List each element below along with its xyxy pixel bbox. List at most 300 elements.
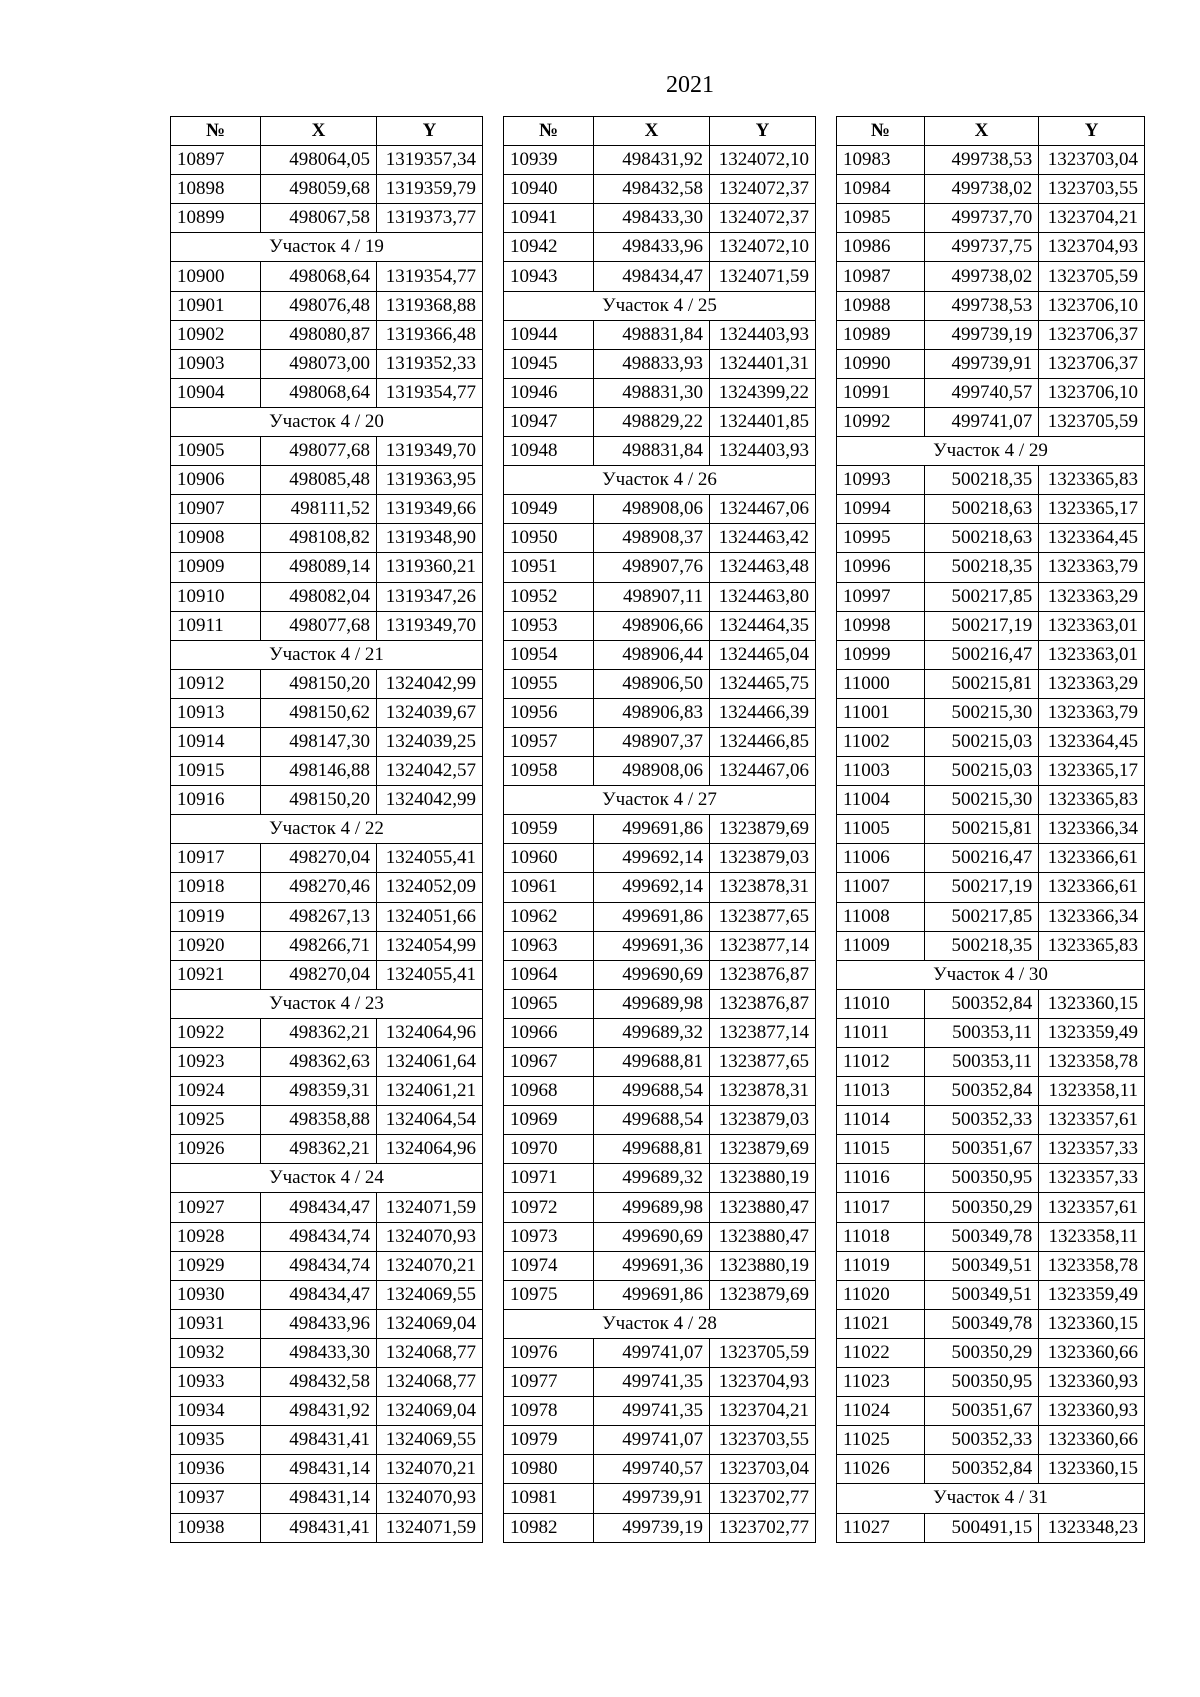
column-header-x: X: [924, 117, 1038, 146]
table-row: [171, 1513, 483, 1542]
x-coordinate-cell: 498089,14: [261, 553, 377, 582]
point-number-cell: 11013: [837, 1077, 925, 1106]
y-coordinate-cell: 1324399,22: [710, 378, 816, 407]
table-row: [837, 815, 1145, 844]
section-row: [171, 989, 483, 1018]
point-number-cell: 10911: [171, 611, 261, 640]
y-coordinate-cell: 1324054,99: [377, 931, 483, 960]
section-row: [171, 640, 483, 669]
y-coordinate-cell: 1323358,78: [1039, 1251, 1145, 1280]
x-coordinate-cell: 498433,96: [594, 233, 710, 262]
point-number-cell: 10967: [504, 1048, 594, 1077]
y-coordinate-cell: 1323705,59: [1039, 262, 1145, 291]
x-coordinate-cell: 498906,83: [594, 698, 710, 727]
y-coordinate-cell: 1323366,34: [1039, 902, 1145, 931]
table-row: [504, 1397, 816, 1426]
table-row: [171, 291, 483, 320]
y-coordinate-cell: 1323703,04: [1039, 146, 1145, 175]
table-row: [504, 1018, 816, 1047]
page-number: 2021: [666, 72, 714, 98]
table-row: [837, 466, 1145, 495]
table-row: [504, 349, 816, 378]
table-row: [837, 1455, 1145, 1484]
x-coordinate-cell: 500349,78: [924, 1309, 1038, 1338]
y-coordinate-cell: 1323877,65: [710, 1048, 816, 1077]
table-row: [837, 844, 1145, 873]
y-coordinate-cell: 1324465,75: [710, 669, 816, 698]
point-number-cell: 10983: [837, 146, 925, 175]
point-number-cell: 10921: [171, 960, 261, 989]
y-coordinate-cell: 1323364,45: [1039, 727, 1145, 756]
x-coordinate-cell: 498064,05: [261, 146, 377, 175]
table-row: [171, 611, 483, 640]
table-row: [171, 727, 483, 756]
section-title: Участок 4 / 23: [171, 989, 483, 1018]
x-coordinate-cell: 499689,98: [594, 1193, 710, 1222]
coordinate-table-1: [170, 116, 483, 1543]
table-row: [171, 1280, 483, 1309]
x-coordinate-cell: 498907,11: [594, 582, 710, 611]
x-coordinate-cell: 498147,30: [261, 727, 377, 756]
y-coordinate-cell: 1323704,93: [1039, 233, 1145, 262]
point-number-cell: 10972: [504, 1193, 594, 1222]
point-number-cell: 10966: [504, 1018, 594, 1047]
y-coordinate-cell: 1323357,33: [1039, 1164, 1145, 1193]
y-coordinate-cell: 1323703,55: [1039, 175, 1145, 204]
x-coordinate-cell: 500352,33: [924, 1106, 1038, 1135]
point-number-cell: 10931: [171, 1309, 261, 1338]
point-number-cell: 10996: [837, 553, 925, 582]
x-coordinate-cell: 498270,04: [261, 960, 377, 989]
y-coordinate-cell: 1323703,04: [710, 1455, 816, 1484]
point-number-cell: 10965: [504, 989, 594, 1018]
table-row: [171, 524, 483, 553]
table-row: [837, 378, 1145, 407]
table-row: [837, 1048, 1145, 1077]
y-coordinate-cell: 1324070,93: [377, 1484, 483, 1513]
x-coordinate-cell: 500218,35: [924, 553, 1038, 582]
point-number-cell: 10951: [504, 553, 594, 582]
point-number-cell: 10950: [504, 524, 594, 553]
point-number-cell: 10944: [504, 320, 594, 349]
table-row: [504, 989, 816, 1018]
x-coordinate-cell: 498067,58: [261, 204, 377, 233]
y-coordinate-cell: 1319349,70: [377, 437, 483, 466]
coordinate-tables: [170, 116, 1145, 1576]
table-row: [171, 349, 483, 378]
x-coordinate-cell: 498906,44: [594, 640, 710, 669]
table-row: [504, 1368, 816, 1397]
x-coordinate-cell: 498150,62: [261, 698, 377, 727]
x-coordinate-cell: 499739,91: [594, 1484, 710, 1513]
x-coordinate-cell: 498059,68: [261, 175, 377, 204]
point-number-cell: 10993: [837, 466, 925, 495]
point-number-cell: 10935: [171, 1426, 261, 1455]
point-number-cell: 10928: [171, 1222, 261, 1251]
table-row: [837, 146, 1145, 175]
table-row: [504, 1106, 816, 1135]
table-row: [837, 1222, 1145, 1251]
y-coordinate-cell: 1323704,93: [710, 1368, 816, 1397]
table-row: [171, 1484, 483, 1513]
section-title: Участок 4 / 26: [504, 466, 816, 495]
point-number-cell: 10946: [504, 378, 594, 407]
table-row: [837, 1077, 1145, 1106]
table-row: [171, 175, 483, 204]
y-coordinate-cell: 1323702,77: [710, 1484, 816, 1513]
point-number-cell: 10937: [171, 1484, 261, 1513]
x-coordinate-cell: 500352,33: [924, 1426, 1038, 1455]
y-coordinate-cell: 1323365,83: [1039, 466, 1145, 495]
table-row: [837, 495, 1145, 524]
point-number-cell: 10910: [171, 582, 261, 611]
y-coordinate-cell: 1323879,03: [710, 844, 816, 873]
table-row: [171, 437, 483, 466]
x-coordinate-cell: 500218,35: [924, 466, 1038, 495]
x-coordinate-cell: 498431,92: [261, 1397, 377, 1426]
table-row: [171, 1193, 483, 1222]
y-coordinate-cell: 1323706,10: [1039, 378, 1145, 407]
point-number-cell: 10982: [504, 1513, 594, 1542]
point-number-cell: 10936: [171, 1455, 261, 1484]
y-coordinate-cell: 1319347,26: [377, 582, 483, 611]
point-number-cell: 11012: [837, 1048, 925, 1077]
y-coordinate-cell: 1324403,93: [710, 437, 816, 466]
point-number-cell: 10979: [504, 1426, 594, 1455]
point-number-cell: 10984: [837, 175, 925, 204]
table-row: [171, 902, 483, 931]
table-row: [837, 902, 1145, 931]
x-coordinate-cell: 500352,84: [924, 1455, 1038, 1484]
x-coordinate-cell: 498432,58: [594, 175, 710, 204]
point-number-cell: 10932: [171, 1338, 261, 1367]
column-header-number: №: [171, 117, 261, 146]
x-coordinate-cell: 498267,13: [261, 902, 377, 931]
x-coordinate-cell: 498082,04: [261, 582, 377, 611]
y-coordinate-cell: 1324465,04: [710, 640, 816, 669]
y-coordinate-cell: 1324069,55: [377, 1426, 483, 1455]
y-coordinate-cell: 1324070,21: [377, 1251, 483, 1280]
table-row: [171, 1222, 483, 1251]
x-coordinate-cell: 498077,68: [261, 437, 377, 466]
table-row: [837, 582, 1145, 611]
section-title: Участок 4 / 22: [171, 815, 483, 844]
point-number-cell: 11027: [837, 1513, 925, 1542]
table-row: [171, 1368, 483, 1397]
x-coordinate-cell: 498362,63: [261, 1048, 377, 1077]
table-row: [171, 698, 483, 727]
point-number-cell: 11021: [837, 1309, 925, 1338]
y-coordinate-cell: 1323363,01: [1039, 640, 1145, 669]
section-row: [171, 407, 483, 436]
point-number-cell: 10909: [171, 553, 261, 582]
x-coordinate-cell: 500217,85: [924, 902, 1038, 931]
point-number-cell: 10915: [171, 757, 261, 786]
y-coordinate-cell: 1324064,96: [377, 1135, 483, 1164]
point-number-cell: 11006: [837, 844, 925, 873]
y-coordinate-cell: 1324072,10: [710, 233, 816, 262]
y-coordinate-cell: 1319368,88: [377, 291, 483, 320]
x-coordinate-cell: 498068,64: [261, 262, 377, 291]
x-coordinate-cell: 500215,81: [924, 815, 1038, 844]
x-coordinate-cell: 500218,63: [924, 524, 1038, 553]
y-coordinate-cell: 1324401,85: [710, 407, 816, 436]
x-coordinate-cell: 500350,95: [924, 1164, 1038, 1193]
point-number-cell: 10990: [837, 349, 925, 378]
x-coordinate-cell: 500215,81: [924, 669, 1038, 698]
point-number-cell: 10917: [171, 844, 261, 873]
x-coordinate-cell: 499741,35: [594, 1368, 710, 1397]
y-coordinate-cell: 1324042,57: [377, 757, 483, 786]
x-coordinate-cell: 499689,32: [594, 1164, 710, 1193]
y-coordinate-cell: 1324464,35: [710, 611, 816, 640]
y-coordinate-cell: 1323360,15: [1039, 989, 1145, 1018]
point-number-cell: 10961: [504, 873, 594, 902]
section-row: [504, 786, 816, 815]
table-row: [837, 524, 1145, 553]
point-number-cell: 10918: [171, 873, 261, 902]
x-coordinate-cell: 498068,64: [261, 378, 377, 407]
x-coordinate-cell: 498150,20: [261, 786, 377, 815]
table-row: [504, 378, 816, 407]
point-number-cell: 10955: [504, 669, 594, 698]
table-row: [171, 466, 483, 495]
y-coordinate-cell: 1319349,70: [377, 611, 483, 640]
x-coordinate-cell: 498434,74: [261, 1251, 377, 1280]
x-coordinate-cell: 499692,14: [594, 844, 710, 873]
point-number-cell: 11015: [837, 1135, 925, 1164]
y-coordinate-cell: 1324467,06: [710, 495, 816, 524]
table-row: [837, 1106, 1145, 1135]
section-row: [504, 291, 816, 320]
x-coordinate-cell: 500353,11: [924, 1018, 1038, 1047]
table-row: [837, 1193, 1145, 1222]
point-number-cell: 10971: [504, 1164, 594, 1193]
y-coordinate-cell: 1324467,06: [710, 757, 816, 786]
x-coordinate-cell: 499689,32: [594, 1018, 710, 1047]
y-coordinate-cell: 1323363,01: [1039, 611, 1145, 640]
y-coordinate-cell: 1323880,19: [710, 1164, 816, 1193]
x-coordinate-cell: 498431,41: [261, 1426, 377, 1455]
y-coordinate-cell: 1323363,29: [1039, 669, 1145, 698]
y-coordinate-cell: 1324052,09: [377, 873, 483, 902]
y-coordinate-cell: 1324466,85: [710, 727, 816, 756]
y-coordinate-cell: 1324055,41: [377, 960, 483, 989]
section-title: Участок 4 / 29: [837, 437, 1145, 466]
section-row: [171, 1164, 483, 1193]
table-row: [171, 931, 483, 960]
point-number-cell: 10948: [504, 437, 594, 466]
x-coordinate-cell: 498266,71: [261, 931, 377, 960]
point-number-cell: 10925: [171, 1106, 261, 1135]
point-number-cell: 10902: [171, 320, 261, 349]
point-number-cell: 11026: [837, 1455, 925, 1484]
point-number-cell: 10919: [171, 902, 261, 931]
section-title: Участок 4 / 30: [837, 960, 1145, 989]
y-coordinate-cell: 1323348,23: [1039, 1513, 1145, 1542]
section-row: [504, 466, 816, 495]
x-coordinate-cell: 500349,51: [924, 1251, 1038, 1280]
table-row: [504, 1135, 816, 1164]
y-coordinate-cell: 1324072,10: [710, 146, 816, 175]
table-row: [837, 786, 1145, 815]
point-number-cell: 10953: [504, 611, 594, 640]
table-row: [171, 1048, 483, 1077]
x-coordinate-cell: 498434,47: [594, 262, 710, 291]
x-coordinate-cell: 500216,47: [924, 640, 1038, 669]
table-row: [837, 757, 1145, 786]
table-row: [504, 1513, 816, 1542]
column-header-number: №: [837, 117, 925, 146]
x-coordinate-cell: 499688,54: [594, 1077, 710, 1106]
table-row: [837, 407, 1145, 436]
x-coordinate-cell: 500352,84: [924, 1077, 1038, 1106]
table-row: [171, 960, 483, 989]
x-coordinate-cell: 498908,06: [594, 757, 710, 786]
x-coordinate-cell: 499691,86: [594, 902, 710, 931]
point-number-cell: 10968: [504, 1077, 594, 1106]
table-row: [837, 291, 1145, 320]
point-number-cell: 10904: [171, 378, 261, 407]
point-number-cell: 11001: [837, 698, 925, 727]
point-number-cell: 10927: [171, 1193, 261, 1222]
x-coordinate-cell: 498111,52: [261, 495, 377, 524]
y-coordinate-cell: 1324463,42: [710, 524, 816, 553]
table-row: [171, 669, 483, 698]
x-coordinate-cell: 498833,93: [594, 349, 710, 378]
point-number-cell: 10901: [171, 291, 261, 320]
y-coordinate-cell: 1323877,14: [710, 1018, 816, 1047]
table-row: [171, 553, 483, 582]
y-coordinate-cell: 1324042,99: [377, 669, 483, 698]
section-title: Участок 4 / 21: [171, 640, 483, 669]
table-row: [171, 1338, 483, 1367]
x-coordinate-cell: 498831,84: [594, 320, 710, 349]
x-coordinate-cell: 499689,98: [594, 989, 710, 1018]
table-row: [504, 495, 816, 524]
table-row: [504, 931, 816, 960]
point-number-cell: 10926: [171, 1135, 261, 1164]
x-coordinate-cell: 498908,37: [594, 524, 710, 553]
y-coordinate-cell: 1323706,10: [1039, 291, 1145, 320]
x-coordinate-cell: 498431,14: [261, 1455, 377, 1484]
y-coordinate-cell: 1324064,54: [377, 1106, 483, 1135]
x-coordinate-cell: 498434,47: [261, 1280, 377, 1309]
y-coordinate-cell: 1319354,77: [377, 262, 483, 291]
y-coordinate-cell: 1324069,04: [377, 1309, 483, 1338]
y-coordinate-cell: 1323357,61: [1039, 1106, 1145, 1135]
y-coordinate-cell: 1323706,37: [1039, 320, 1145, 349]
table-row: [171, 1018, 483, 1047]
point-number-cell: 10980: [504, 1455, 594, 1484]
x-coordinate-cell: 499739,19: [924, 320, 1038, 349]
table-row: [171, 495, 483, 524]
point-number-cell: 10988: [837, 291, 925, 320]
x-coordinate-cell: 498433,30: [594, 204, 710, 233]
x-coordinate-cell: 500349,51: [924, 1280, 1038, 1309]
point-number-cell: 10933: [171, 1368, 261, 1397]
y-coordinate-cell: 1323359,49: [1039, 1280, 1145, 1309]
x-coordinate-cell: 498073,00: [261, 349, 377, 378]
section-row: [171, 815, 483, 844]
point-number-cell: 10974: [504, 1251, 594, 1280]
table-row: [837, 1368, 1145, 1397]
x-coordinate-cell: 499691,36: [594, 1251, 710, 1280]
y-coordinate-cell: 1324071,59: [377, 1513, 483, 1542]
y-coordinate-cell: 1323357,33: [1039, 1135, 1145, 1164]
table-row: [837, 1513, 1145, 1542]
table-row: [504, 233, 816, 262]
y-coordinate-cell: 1324061,64: [377, 1048, 483, 1077]
y-coordinate-cell: 1323703,55: [710, 1426, 816, 1455]
x-coordinate-cell: 498433,96: [261, 1309, 377, 1338]
table-row: [837, 873, 1145, 902]
y-coordinate-cell: 1323706,37: [1039, 349, 1145, 378]
x-coordinate-cell: 500218,63: [924, 495, 1038, 524]
table-row: [837, 1426, 1145, 1455]
table-row: [837, 1251, 1145, 1280]
column-header-x: X: [594, 117, 710, 146]
point-number-cell: 10908: [171, 524, 261, 553]
point-number-cell: 10957: [504, 727, 594, 756]
point-number-cell: 11005: [837, 815, 925, 844]
table-row: [504, 1455, 816, 1484]
table-row: [504, 1338, 816, 1367]
y-coordinate-cell: 1324061,21: [377, 1077, 483, 1106]
table-row: [171, 146, 483, 175]
x-coordinate-cell: 498831,84: [594, 437, 710, 466]
x-coordinate-cell: 498908,06: [594, 495, 710, 524]
section-row: [837, 960, 1145, 989]
x-coordinate-cell: 500217,19: [924, 611, 1038, 640]
x-coordinate-cell: 498146,88: [261, 757, 377, 786]
y-coordinate-cell: 1319373,77: [377, 204, 483, 233]
point-number-cell: 11017: [837, 1193, 925, 1222]
point-number-cell: 10956: [504, 698, 594, 727]
section-title: Участок 4 / 24: [171, 1164, 483, 1193]
point-number-cell: 10989: [837, 320, 925, 349]
x-coordinate-cell: 500215,30: [924, 698, 1038, 727]
table-row: [171, 1397, 483, 1426]
y-coordinate-cell: 1323880,19: [710, 1251, 816, 1280]
table-row: [504, 146, 816, 175]
table-row: [171, 757, 483, 786]
point-number-cell: 10964: [504, 960, 594, 989]
y-coordinate-cell: 1324466,39: [710, 698, 816, 727]
coordinate-table-2: [503, 116, 816, 1543]
x-coordinate-cell: 500217,85: [924, 582, 1038, 611]
point-number-cell: 10999: [837, 640, 925, 669]
section-row: [171, 233, 483, 262]
point-number-cell: 11011: [837, 1018, 925, 1047]
x-coordinate-cell: 500351,67: [924, 1397, 1038, 1426]
x-coordinate-cell: 498358,88: [261, 1106, 377, 1135]
x-coordinate-cell: 500218,35: [924, 931, 1038, 960]
y-coordinate-cell: 1323360,66: [1039, 1426, 1145, 1455]
x-coordinate-cell: 500491,15: [924, 1513, 1038, 1542]
y-coordinate-cell: 1323357,61: [1039, 1193, 1145, 1222]
y-coordinate-cell: 1324071,59: [710, 262, 816, 291]
point-number-cell: 11020: [837, 1280, 925, 1309]
y-coordinate-cell: 1323360,15: [1039, 1455, 1145, 1484]
x-coordinate-cell: 500350,29: [924, 1193, 1038, 1222]
point-number-cell: 10952: [504, 582, 594, 611]
point-number-cell: 11010: [837, 989, 925, 1018]
point-number-cell: 11024: [837, 1397, 925, 1426]
y-coordinate-cell: 1324071,59: [377, 1193, 483, 1222]
point-number-cell: 11018: [837, 1222, 925, 1251]
y-coordinate-cell: 1323359,49: [1039, 1018, 1145, 1047]
